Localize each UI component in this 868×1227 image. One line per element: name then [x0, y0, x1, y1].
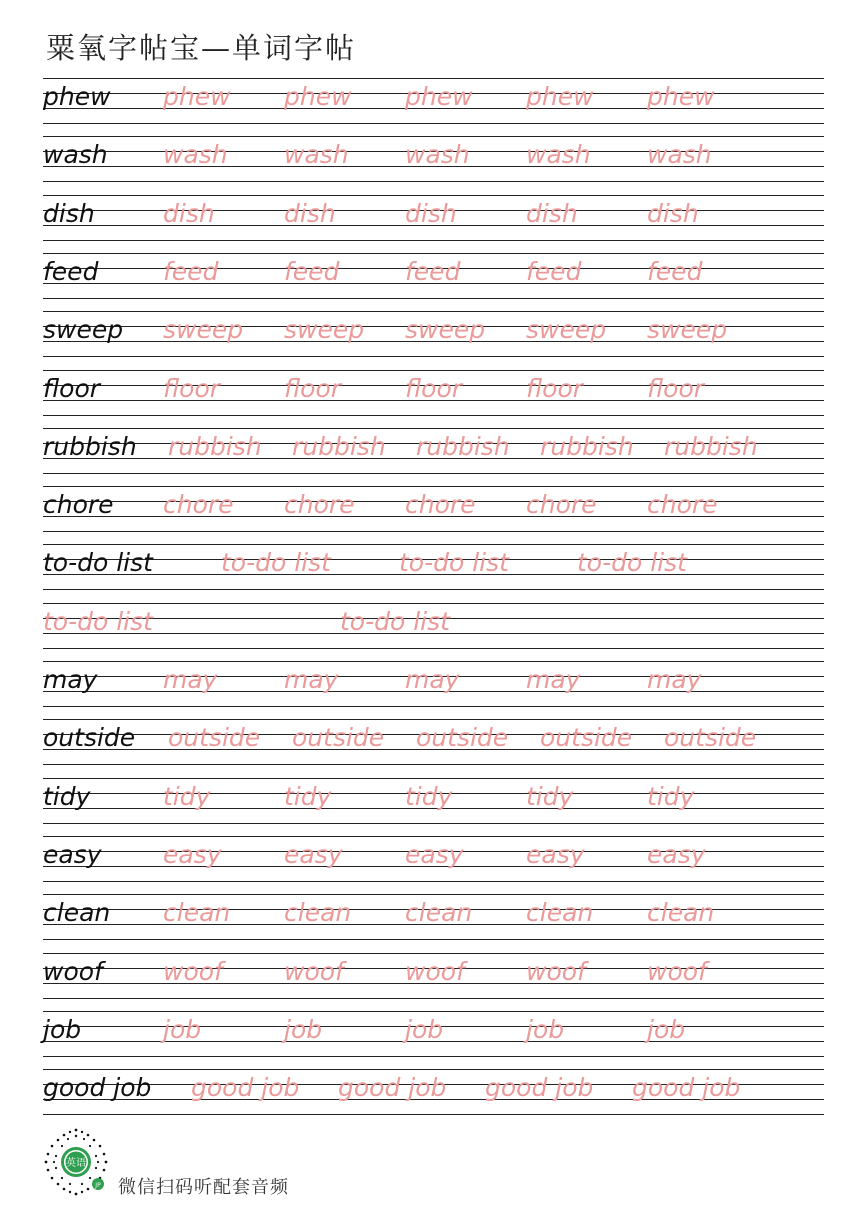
trace-word: job — [163, 1015, 202, 1044]
trace-word: feed — [284, 257, 340, 286]
guide-line — [43, 894, 824, 895]
trace-word: dish — [526, 199, 578, 228]
guide-line — [43, 181, 824, 182]
trace-word: outside — [664, 723, 757, 752]
trace-word: rubbish — [416, 432, 510, 461]
trace-word: to-do list — [340, 607, 450, 636]
qr-corner-label: JP — [95, 1182, 101, 1189]
trace-word: easy — [647, 840, 706, 869]
copybook-row — [43, 370, 824, 416]
model-word: clean — [43, 898, 111, 927]
copybook-row — [43, 1069, 824, 1115]
trace-word: sweep — [647, 315, 728, 344]
trace-word: good job — [485, 1073, 594, 1102]
trace-word: chore — [647, 490, 718, 519]
guide-line — [43, 473, 824, 474]
guide-line — [43, 823, 824, 824]
trace-word: dish — [647, 199, 699, 228]
trace-word: chore — [284, 490, 355, 519]
guide-line — [43, 428, 824, 429]
qr-code-icon — [40, 1126, 112, 1198]
guide-line — [43, 415, 824, 416]
trace-word: may — [647, 665, 702, 694]
model-word: feed — [43, 257, 99, 286]
trace-word: wash — [405, 140, 470, 169]
copybook-row — [43, 778, 824, 824]
trace-word: clean — [526, 898, 594, 927]
copybook-row — [43, 603, 824, 649]
model-word: outside — [43, 723, 136, 752]
trace-word: phew — [647, 82, 715, 111]
trace-word: dish — [284, 199, 336, 228]
guide-line — [43, 706, 824, 707]
model-word: woof — [43, 957, 103, 986]
guide-line — [43, 78, 824, 79]
trace-word: woof — [405, 957, 465, 986]
trace-word: phew — [284, 82, 352, 111]
guide-line — [43, 253, 824, 254]
guide-line — [43, 939, 824, 940]
guide-line — [43, 531, 824, 532]
trace-word: sweep — [163, 315, 244, 344]
trace-word: job — [647, 1015, 686, 1044]
trace-word: to-do list — [399, 548, 509, 577]
copybook-row — [43, 78, 824, 124]
guide-line — [43, 240, 824, 241]
trace-word: floor — [526, 374, 584, 403]
trace-word: outside — [168, 723, 261, 752]
trace-word: easy — [163, 840, 222, 869]
copybook-row — [43, 195, 824, 241]
copybook-row — [43, 1011, 824, 1057]
trace-word: rubbish — [168, 432, 262, 461]
copybook-row — [43, 136, 824, 182]
copybook-row — [43, 836, 824, 882]
trace-word: may — [405, 665, 460, 694]
trace-word: good job — [338, 1073, 447, 1102]
trace-word: outside — [292, 723, 385, 752]
model-word: tidy — [43, 782, 91, 811]
trace-word: sweep — [405, 315, 486, 344]
guide-line — [43, 311, 824, 312]
trace-word: job — [284, 1015, 323, 1044]
trace-word: clean — [163, 898, 231, 927]
copybook-row — [43, 661, 824, 707]
trace-word: floor — [405, 374, 463, 403]
trace-word: good job — [632, 1073, 741, 1102]
copybook-row — [43, 311, 824, 357]
qr-code[interactable] — [40, 1126, 112, 1198]
trace-word: easy — [405, 840, 464, 869]
model-word: dish — [43, 199, 95, 228]
trace-word: may — [163, 665, 218, 694]
trace-word: chore — [163, 490, 234, 519]
guide-line — [43, 589, 824, 590]
trace-word: sweep — [526, 315, 607, 344]
guide-line — [43, 1056, 824, 1057]
trace-word: woof — [163, 957, 223, 986]
model-word: to-do list — [43, 548, 153, 577]
trace-word: woof — [647, 957, 707, 986]
guide-line — [43, 953, 824, 954]
trace-word: outside — [416, 723, 509, 752]
trace-word: wash — [163, 140, 228, 169]
trace-word: tidy — [405, 782, 453, 811]
guide-line — [43, 123, 824, 124]
trace-word: phew — [163, 82, 231, 111]
trace-word: wash — [284, 140, 349, 169]
trace-word: floor — [647, 374, 705, 403]
trace-word: rubbish — [292, 432, 386, 461]
copybook-row — [43, 953, 824, 999]
copybook-row — [43, 486, 824, 532]
guide-line — [43, 836, 824, 837]
model-word: job — [43, 1015, 82, 1044]
trace-word: easy — [526, 840, 585, 869]
model-word: easy — [43, 840, 102, 869]
trace-word: phew — [526, 82, 594, 111]
guide-line — [43, 603, 824, 604]
trace-word: floor — [284, 374, 342, 403]
trace-word: rubbish — [540, 432, 634, 461]
trace-word: dish — [405, 199, 457, 228]
trace-word: tidy — [647, 782, 695, 811]
trace-word: chore — [526, 490, 597, 519]
trace-word: phew — [405, 82, 473, 111]
copybook-row — [43, 428, 824, 474]
guide-line — [43, 1069, 824, 1070]
trace-word: to-do list — [577, 548, 687, 577]
trace-word: feed — [163, 257, 219, 286]
copybook-row — [43, 544, 824, 590]
guide-line — [43, 486, 824, 487]
model-word: sweep — [43, 315, 124, 344]
guide-line — [43, 544, 824, 545]
trace-word: easy — [284, 840, 343, 869]
trace-word: feed — [405, 257, 461, 286]
guide-line — [43, 778, 824, 779]
trace-word: chore — [405, 490, 476, 519]
trace-word: to-do list — [221, 548, 331, 577]
trace-word: feed — [526, 257, 582, 286]
trace-word: clean — [284, 898, 352, 927]
copybook-row — [43, 894, 824, 940]
guide-line — [43, 764, 824, 765]
trace-word: job — [526, 1015, 565, 1044]
trace-word: job — [405, 1015, 444, 1044]
trace-word: may — [284, 665, 339, 694]
model-word: wash — [43, 140, 108, 169]
trace-word: wash — [526, 140, 591, 169]
trace-word: rubbish — [664, 432, 758, 461]
trace-word: tidy — [163, 782, 211, 811]
trace-word: woof — [526, 957, 586, 986]
guide-line — [43, 1114, 824, 1115]
guide-line — [43, 648, 824, 649]
guide-line — [43, 370, 824, 371]
page-title: 粟氧字帖宝—单词字帖 — [46, 31, 357, 65]
trace-word: sweep — [284, 315, 365, 344]
qr-badge-label: 英语 — [66, 1158, 86, 1169]
trace-word: to-do list — [43, 607, 153, 636]
guide-line — [43, 298, 824, 299]
model-word: good job — [43, 1073, 152, 1102]
guide-line — [43, 881, 824, 882]
guide-line — [43, 719, 824, 720]
guide-line — [43, 136, 824, 137]
footer-caption: 微信扫码听配套音频 — [118, 1177, 289, 1198]
trace-word: tidy — [284, 782, 332, 811]
trace-word: woof — [284, 957, 344, 986]
trace-word: feed — [647, 257, 703, 286]
trace-word: clean — [647, 898, 715, 927]
model-word: rubbish — [43, 432, 137, 461]
copybook-row — [43, 719, 824, 765]
trace-word: tidy — [526, 782, 574, 811]
trace-word: outside — [540, 723, 633, 752]
model-word: floor — [43, 374, 101, 403]
trace-word: clean — [405, 898, 473, 927]
guide-line — [43, 998, 824, 999]
guide-line — [43, 195, 824, 196]
trace-word: good job — [191, 1073, 300, 1102]
model-word: phew — [43, 82, 111, 111]
copybook-row — [43, 253, 824, 299]
model-word: chore — [43, 490, 114, 519]
model-word: may — [43, 665, 98, 694]
guide-line — [43, 1011, 824, 1012]
trace-word: may — [526, 665, 581, 694]
trace-word: wash — [647, 140, 712, 169]
trace-word: floor — [163, 374, 221, 403]
guide-line — [43, 356, 824, 357]
trace-word: dish — [163, 199, 215, 228]
guide-line — [43, 661, 824, 662]
